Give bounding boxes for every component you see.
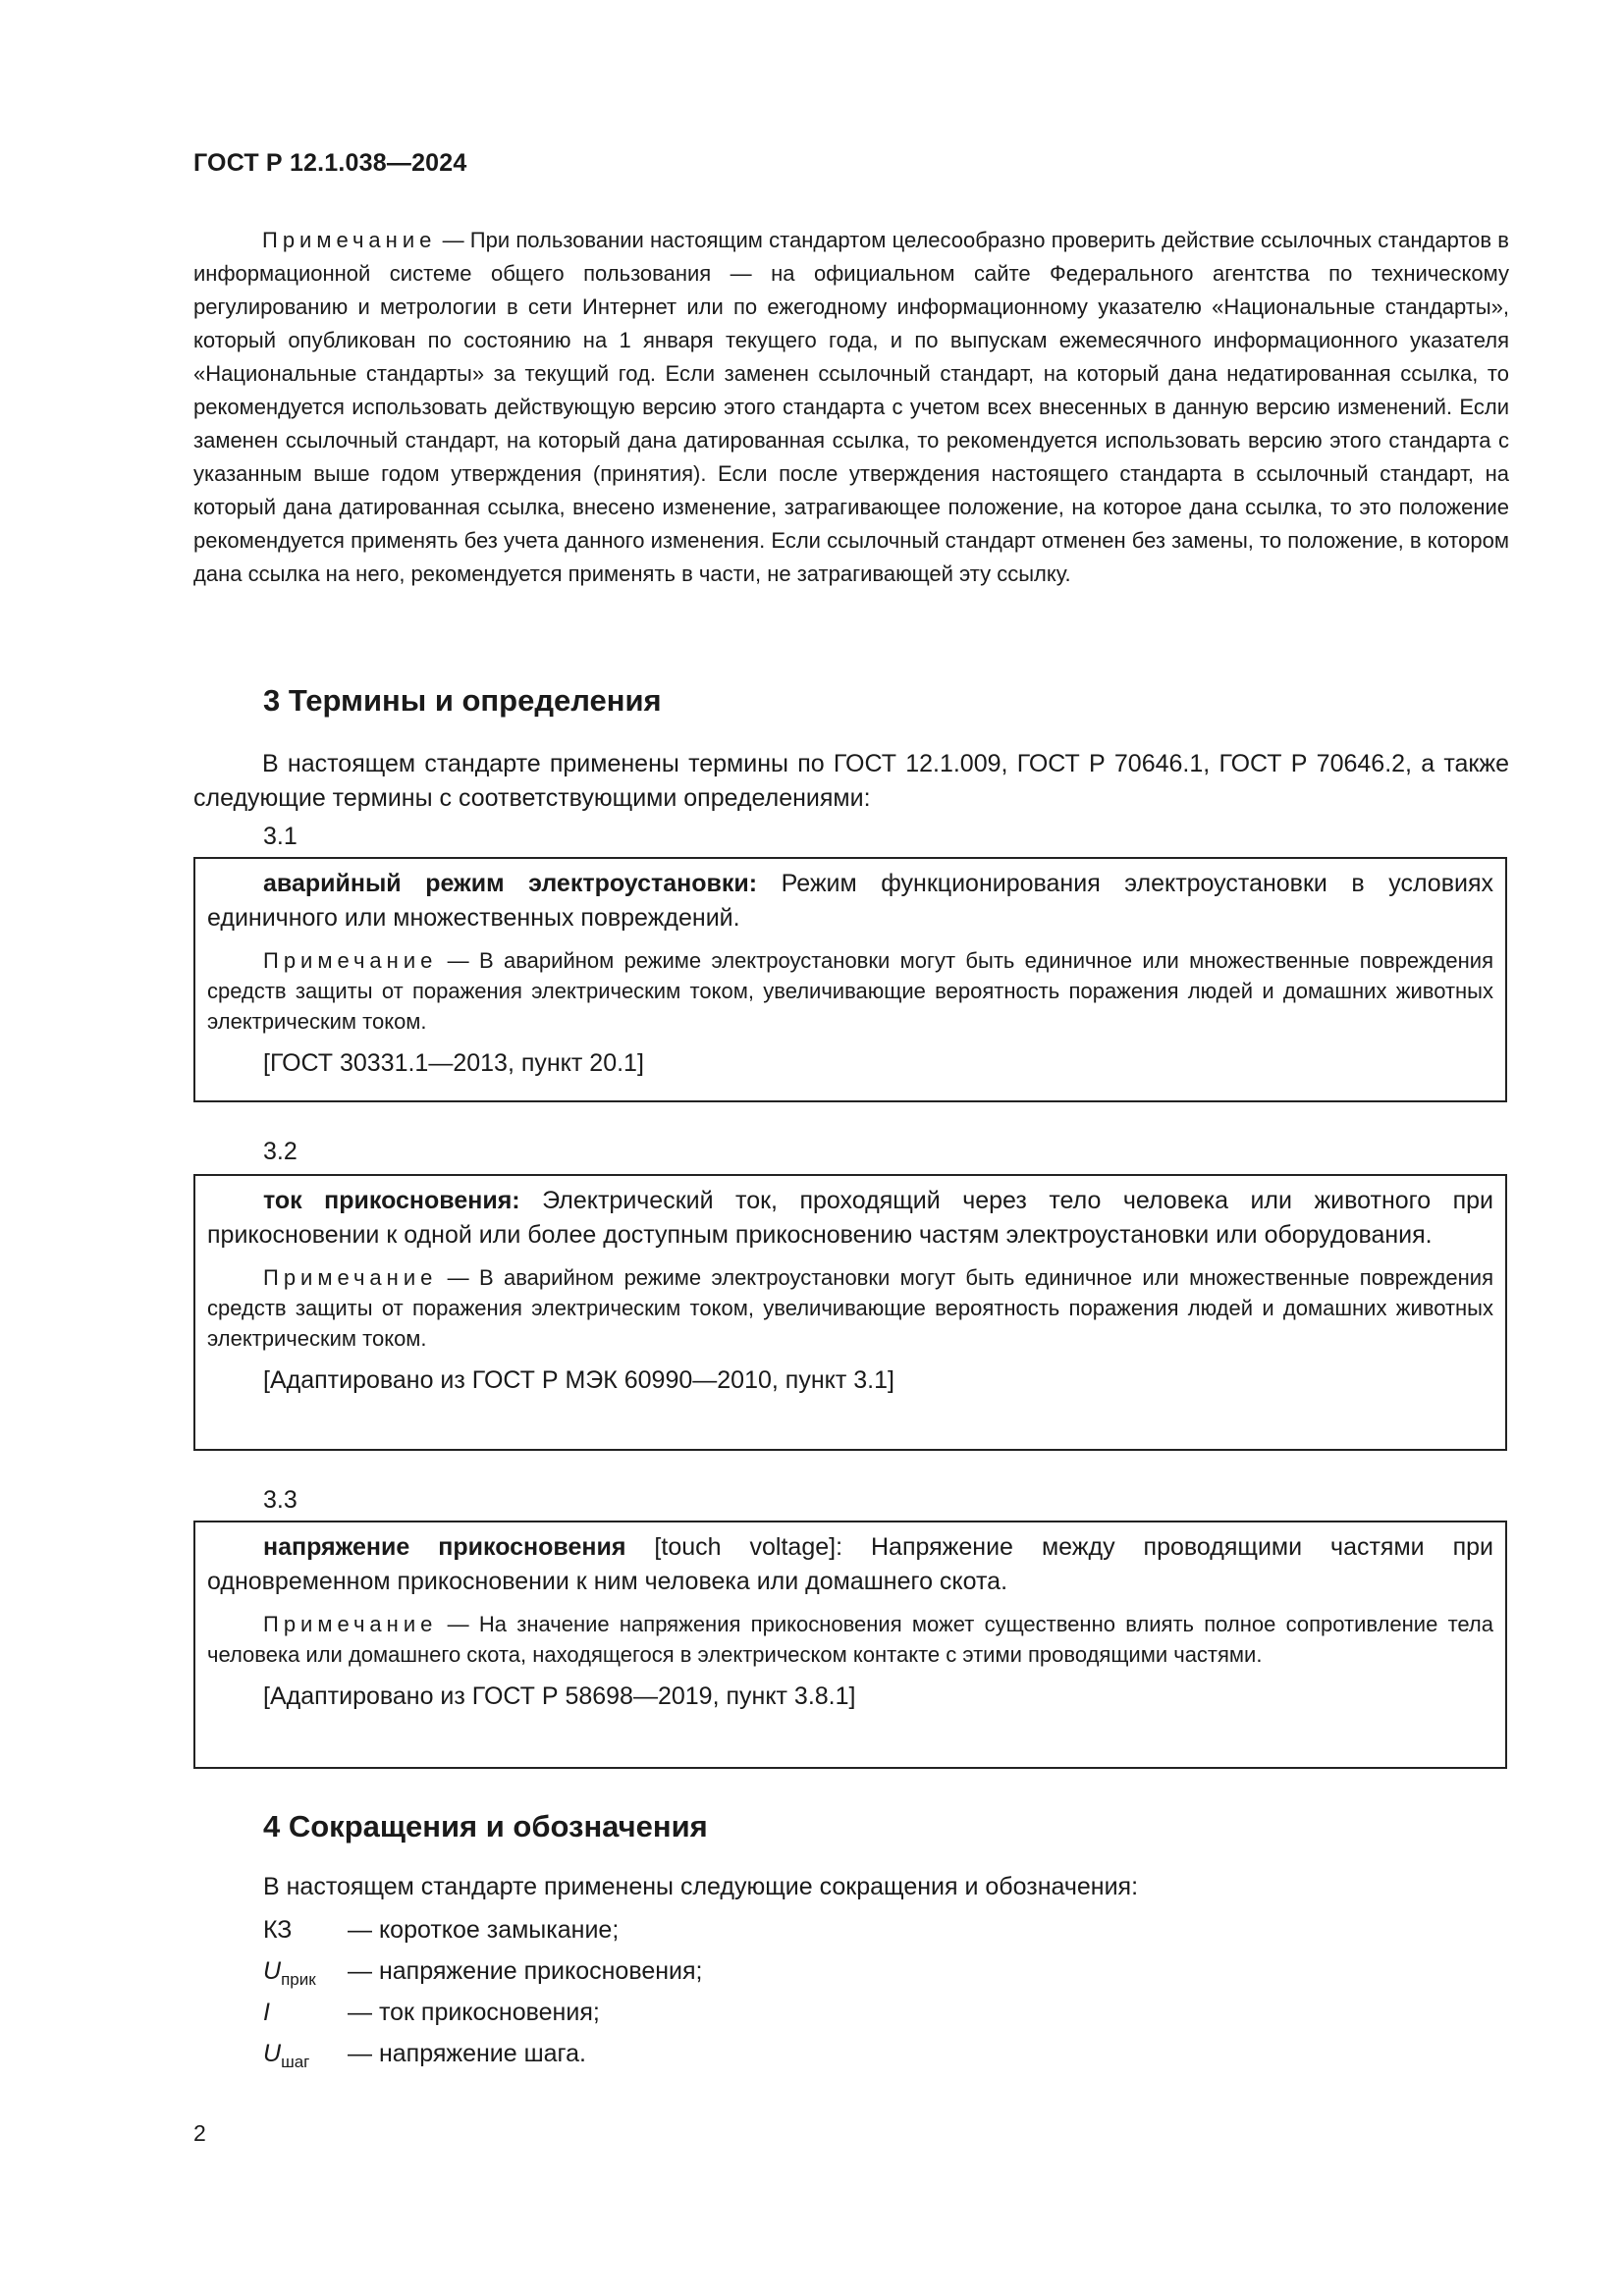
term-name: ток прикосновения: xyxy=(263,1187,520,1214)
abbreviation-symbol xyxy=(263,1957,352,1990)
term-note xyxy=(207,945,1493,1037)
term-note-label: Примечание xyxy=(263,1612,438,1636)
term-note-label: Примечание xyxy=(263,1265,438,1290)
term-definition-text: Режим функционирования электроустановки в условиях единичного или множественных повреждений. xyxy=(207,870,1493,932)
term-box-3-2 xyxy=(193,1174,1507,1451)
page-number: 2 xyxy=(193,2120,206,2146)
term-name: напряжение прикосновения xyxy=(263,1533,626,1561)
abbreviation-description: — короткое замыкание; xyxy=(348,1916,620,1944)
term-number-3-1: 3.1 xyxy=(263,823,298,850)
intro-note xyxy=(193,224,1509,591)
term-source: [Адаптировано из ГОСТ Р МЭК 60990—2010, пункт 3.1] xyxy=(263,1366,894,1394)
symbol-subscript: прик xyxy=(281,1970,316,1989)
term-definition-text: Электрический ток, проходящий через тело человека или животного при прикосновении к одной или более доступным прикосновению частям электроустановки или оборудования. xyxy=(207,1187,1494,1249)
term-note-text: — В аварийном режиме электроустановки могут быть единичное или множественные повреждения средств защиты от поражения электрическим током, увеличивающие вероятность поражения людей и домашних животных электрическим током. xyxy=(207,948,1493,1034)
abbreviation-symbol xyxy=(263,2040,352,2072)
intro-note-label: Примечание xyxy=(262,228,437,252)
intro-note-text: — При пользовании настоящим стандартом целесообразно проверить действие ссылочных стандартов в информационной системе общего пользования — на официальном сайте Федерального агентства по техническому регулированию и метрологии в сети Интернет или по ежегодному информационному указателю «Национальные стандарты», который опубликован по состоянию на 1 января текущего года, и по выпускам ежемесячного информационного указателя «Национальные стандарты» за текущий год. Если заменен ссылочный стандарт, на который дана недатированная ссылка, то рекомендуется использовать действующую версию этого стандарта с учетом всех внесенных в данную версию изменений. Если заменен ссылочный стандарт, на который дана датированная ссылка, то рекомендуется использовать версию этого стандарта с указанным выше годом утверждения (принятия). Если после утверждения настоящего стандарта в ссылочный стандарт, на который дана датированная ссылка, внесено изменение, затрагивающее положение, на которое дана ссылка, то это положение рекомендуется применять без учета данного изменения. Если ссылочный стандарт отменен без замены, то положение, в котором дана ссылка на него, рекомендуется применять в части, не затрагивающей эту ссылку. xyxy=(193,228,1509,586)
term-source: [Адаптировано из ГОСТ Р 58698—2019, пункт 3.8.1] xyxy=(263,1682,856,1710)
symbol-main: КЗ xyxy=(263,1916,293,1944)
term-definition-text: [touch voltage]: Напряжение между проводящими частями при одновременном прикосновении к ним человека или домашнего скота. xyxy=(207,1533,1494,1595)
term-name: аварийный режим электроустановки: xyxy=(263,870,758,897)
symbol-main: I xyxy=(263,1999,270,2026)
term-note-text: — В аварийном режиме электроустановки могут быть единичное или множественные повреждения средств защиты от поражения электрическим током, увеличивающие вероятность поражения людей и домашних животных электрическим током. xyxy=(207,1265,1493,1351)
term-definition xyxy=(207,1530,1493,1599)
symbol-subscript: шаг xyxy=(281,2053,310,2071)
abbreviation-symbol xyxy=(263,1999,352,2027)
term-definition xyxy=(207,867,1493,935)
term-number-3-3: 3.3 xyxy=(263,1486,298,1514)
term-box-3-1 xyxy=(193,857,1507,1102)
term-box-3-3 xyxy=(193,1521,1507,1769)
abbreviation-description: — ток прикосновения; xyxy=(348,1999,600,2026)
abbreviation-symbol xyxy=(263,1916,352,1945)
term-note xyxy=(207,1609,1493,1670)
term-note xyxy=(207,1262,1493,1354)
term-source: [ГОСТ 30331.1—2013, пункт 20.1] xyxy=(263,1049,644,1077)
term-note-label: Примечание xyxy=(263,948,438,973)
section-3-intro: В настоящем стандарте применены термины по ГОСТ 12.1.009, ГОСТ Р 70646.1, ГОСТ Р 70646.2, а также следующие термины с соответствующими определениями: xyxy=(193,750,1509,812)
symbol-main: U xyxy=(263,1957,282,1985)
section-3-title: 3 Термины и определения xyxy=(263,683,662,718)
term-number-3-2: 3.2 xyxy=(263,1138,298,1165)
abbreviation-description: — напряжение прикосновения; xyxy=(348,1957,703,1985)
term-definition xyxy=(207,1184,1493,1253)
document-header: ГОСТ Р 12.1.038—2024 xyxy=(193,149,467,177)
term-note-text: — На значение напряжения прикосновения может существенно влиять полное сопротивление тела человека или домашнего скота, находящегося в электрическом контакте с этими проводящими частями. xyxy=(207,1612,1493,1667)
section-4-intro: В настоящем стандарте применены следующие сокращения и обозначения: xyxy=(263,1873,1139,1900)
abbreviation-description: — напряжение шага. xyxy=(348,2040,586,2067)
section-4-title: 4 Сокращения и обозначения xyxy=(263,1809,708,1843)
symbol-main: U xyxy=(263,2040,282,2067)
